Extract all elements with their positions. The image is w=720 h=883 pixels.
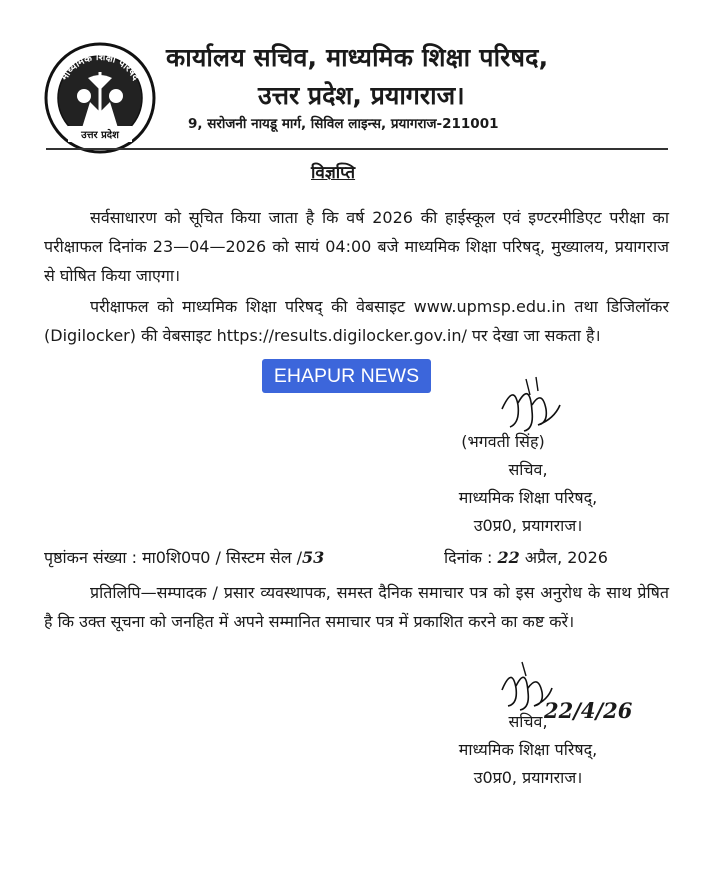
signatory-2-office: माध्यमिक शिक्षा परिषद्, — [458, 740, 598, 759]
header-divider — [46, 148, 668, 150]
reference-number: 53 — [302, 548, 325, 567]
reference-date — [444, 546, 608, 568]
signatory-2-location: उ0प्र0, प्रयागराज। — [473, 768, 583, 787]
date-day: 22 — [497, 548, 520, 567]
copy-paragraph — [44, 578, 669, 636]
reference-label: पृष्ठांकन संख्या : मा0शि0प0 / सिस्टम सेल / — [44, 548, 303, 567]
logo-text-bottom: उत्तर प्रदेश — [81, 130, 119, 141]
handwritten-date: 22/4/26 — [544, 698, 633, 723]
paragraph-3-text: प्रतिलिपि—सम्पादक / प्रसार व्यवस्थापक, समस्त दैनिक समाचार पत्र को इस अनुरोध के साथ प्रेषित है कि उक्त सूचना को जनहित में अपने सम्मानित समाचार पत्र में प्रकाशित करने का कष्ट करें। — [44, 583, 669, 631]
date-label: दिनांक : — [444, 548, 493, 567]
board-emblem-logo — [44, 42, 156, 154]
signatory-1-location: उ0प्र0, प्रयागराज। — [473, 516, 583, 535]
signatory-1-designation: सचिव, — [508, 460, 548, 479]
paragraph-1-text: सर्वसाधारण को सूचित किया जाता है कि वर्ष 2026 की हाईस्कूल एवं इण्टरमीडिएट परीक्षा का परीक्षाफल दिनांक 23—04—2026 को सायं 04:00 बजे माध्यमिक शिक्षा परिषद्, मुख्यालय, प्रयागराज से घोषित किया जाएगा। — [44, 208, 669, 285]
signatory-1-name: (भगवती सिंह) — [461, 432, 545, 451]
office-title-line1: कार्यालय सचिव, माध्यमिक शिक्षा परिषद, — [166, 43, 549, 72]
paragraph-2-text: परीक्षाफल को माध्यमिक शिक्षा परिषद् की वेबसाइट www.upmsp.edu.in तथा डिजिलॉकर (Digilocker) की वेबसाइट https://results.digilocker.gov.in/ पर देखा जा सकता है। — [44, 297, 669, 345]
date-rest: अप्रैल, 2026 — [524, 548, 608, 567]
notice-heading: विज्ञप्ति — [311, 163, 356, 183]
office-title-line2: उत्तर प्रदेश, प्रयागराज। — [258, 81, 465, 110]
signatory-2-block — [430, 708, 626, 792]
notice-paragraph-2 — [44, 292, 669, 350]
signatory-2-designation: सचिव, — [508, 712, 548, 731]
notice-paragraph-1 — [44, 203, 669, 290]
endorsement-reference-line — [44, 546, 669, 568]
signatory-1-block — [430, 428, 626, 540]
watermark-badge: EHAPUR NEWS — [262, 359, 431, 393]
signatory-1-office: माध्यमिक शिक्षा परिषद्, — [458, 488, 598, 507]
logo-text-top: माध्यमिक शिक्षा परिषद — [59, 51, 141, 83]
office-address: 9, सरोजनी नायडू मार्ग, सिविल लाइन्स, प्रयागराज-211001 — [188, 116, 499, 132]
